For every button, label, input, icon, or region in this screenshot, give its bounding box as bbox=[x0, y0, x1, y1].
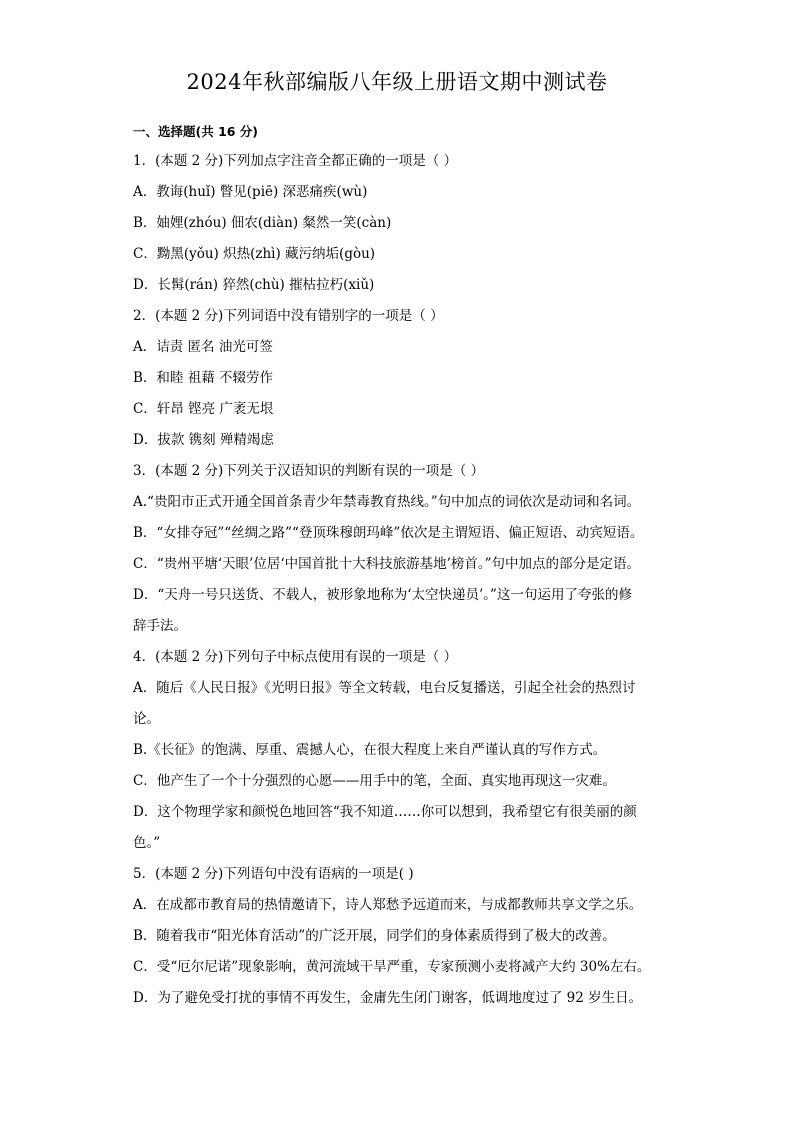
question-4-option-c: C．他产生了一个十分强烈的心愿——用手中的笔，全面、真实地再现这一灾难。 bbox=[133, 773, 616, 789]
question-4-option-d-continued: 色。” bbox=[133, 835, 161, 851]
question-5-option-d: D．为了避免受打扰的事情不再发生，金庸先生闭门谢客，低调地度过了 92 岁生日。 bbox=[133, 990, 643, 1006]
question-2-option-b: B．和睦 祖藉 不辍劳作 bbox=[133, 370, 274, 386]
question-2-option-d: D．拔款 镌刻 殚精竭虑 bbox=[133, 432, 274, 448]
question-1-option-c: C．黝黑(yǒu) 炽热(zhì) 藏污纳垢(gòu) bbox=[133, 246, 376, 262]
question-5-stem: 5．(本题 2 分)下列语句中没有语病的一项是( ) bbox=[133, 866, 414, 882]
question-1-option-d: D．长髯(rán) 猝然(chù) 摧枯拉朽(xiǔ) bbox=[133, 277, 375, 293]
question-2-option-c: C．轩昂 铿亮 广袤无垠 bbox=[133, 401, 274, 417]
question-4-stem: 4．(本题 2 分)下列句子中标点使用有误的一项是（ ） bbox=[133, 649, 458, 665]
question-4-option-b: B.《长征》的饱满、厚重、震撼人心，在很大程度上来自严谨认真的写作方式。 bbox=[133, 742, 607, 758]
question-2-option-a: A．诘责 匿名 油光可签 bbox=[133, 339, 273, 355]
exam-content bbox=[133, 122, 673, 1014]
question-3-option-d: D．“天舟一号只送货、不载人，被形象地称为‘太空快递员’。”这一句运用了夸张的修 bbox=[133, 587, 632, 603]
exam-title: 2024年秋部编版八年级上册语文期中测试卷 bbox=[186, 70, 608, 94]
question-3-option-c: C．“贵州平塘‘天眼’位居‘中国首批十大科技旅游基地’榜首。”句中加点的部分是定语。 bbox=[133, 556, 641, 572]
question-1-option-b: B．妯娌(zhóu) 佃农(diàn) 粲然一笑(càn) bbox=[133, 215, 392, 231]
question-4-option-d: D．这个物理学家和颜悦色地回答“我不知道……你可以想到，我希望它有很美丽的颜 bbox=[133, 804, 637, 820]
section-heading: 一、选择题(共 16 分) bbox=[133, 124, 259, 139]
question-3-option-a: A.“贵阳市正式开通全国首条青少年禁毒教育热线。”句中加点的词依次是动词和名词。 bbox=[133, 494, 641, 510]
question-2-stem: 2．(本题 2 分)下列词语中没有错别字的一项是（ ） bbox=[133, 308, 444, 324]
question-1-option-a: A．教诲(huǐ) 瞥见(piē) 深恶痛疾(wù) bbox=[133, 184, 368, 200]
question-4-option-a: A．随后《人民日报》《光明日报》等全文转载，电台反复播送，引起全社会的热烈讨 bbox=[133, 680, 636, 696]
question-5-option-c: C．受“厄尔尼诺”现象影响，黄河流域干旱严重，专家预测小麦将减产大约 30%左右。 bbox=[133, 959, 651, 975]
question-3-stem: 3．(本题 2 分)下列关于汉语知识的判断有误的一项是（ ） bbox=[133, 463, 485, 479]
question-3-option-b: B．“女排夺冠”“丝绸之路”“登顶珠穆朗玛峰”依次是主谓短语、偏正短语、动宾短语。 bbox=[133, 525, 644, 541]
question-4-option-a-continued: 论。 bbox=[133, 711, 160, 727]
question-5-option-a: A．在成都市教育局的热情邀请下，诗人郑愁予远道而来，与成都教师共享文学之乐。 bbox=[133, 897, 643, 913]
question-3-option-d-continued: 辞手法。 bbox=[133, 618, 187, 634]
question-1-stem: 1．(本题 2 分)下列加点字注音全都正确的一项是（ ） bbox=[133, 153, 458, 169]
question-5-option-b: B．随着我市“阳光体育活动”的广泛开展，同学们的身体素质得到了极大的改善。 bbox=[133, 928, 616, 944]
